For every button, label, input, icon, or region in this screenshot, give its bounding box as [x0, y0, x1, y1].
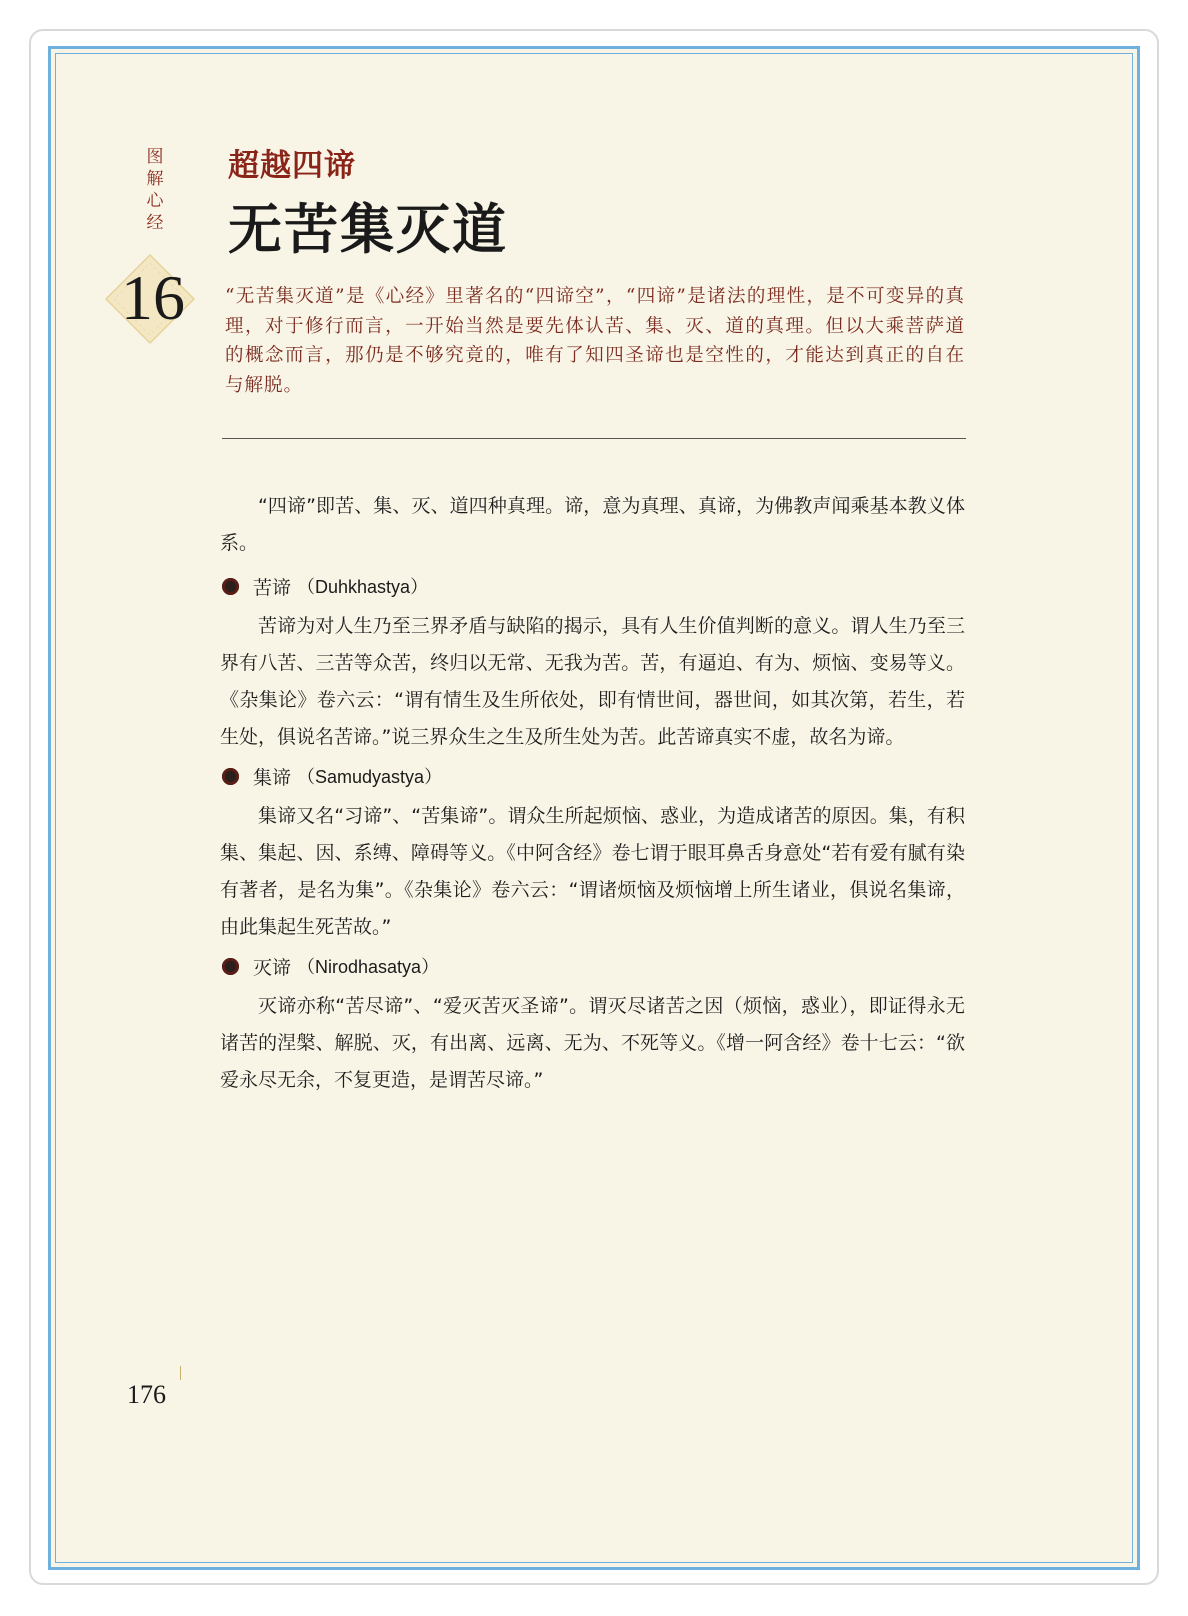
page-number: 176 — [127, 1380, 166, 1409]
bullet-dot-icon — [222, 768, 239, 785]
section-term: 集谛 — [253, 766, 292, 789]
section-kicker: 超越四谛 — [228, 148, 356, 184]
section-heading — [220, 568, 965, 604]
section-latin: （Samudyastya） — [297, 767, 443, 787]
section-term: 苦谛 — [253, 576, 292, 599]
series-label — [145, 146, 165, 234]
section-paragraph: 苦谛为对人生乃至三界矛盾与缺陷的揭示，具有人生价值判断的意义。谓人生乃至三界有八苦、三苦等众苦，终归以无常、无我为苦。苦，有逼迫、有为、烦恼、变易等义。《杂集论》卷六云：“谓有情生及生所依处，即有情世间，器世间，如其次第，若生，若生处，俱说名苦谛。”说三界众生之生及所生处为苦。此苦谛真实不虚，故名为谛。 — [220, 615, 965, 748]
bullet-dot-icon — [222, 578, 239, 595]
bullet-dot-icon — [222, 958, 239, 975]
lead-paragraph: “四谛”即苦、集、灭、道四种真理。谛，意为真理、真谛，为佛教声闻乘基本教义体系。 — [220, 495, 965, 554]
section-paragraph: 灭谛亦称“苦尽谛”、“爱灭苦灭圣谛”。谓灭尽诸苦之因（烦恼，惑业），即证得永无诸苦的涅槃、解脱、灭，有出离、远离、无为、不死等义。《增一阿含经》卷十七云：“欲爱永尽无余，不复更造，是谓苦尽谛。” — [220, 995, 965, 1091]
page-title: 无苦集灭道 — [228, 197, 508, 261]
section-term: 灭谛 — [253, 956, 292, 979]
section-latin: （Nirodhasatya） — [297, 957, 440, 977]
section-latin: （Duhkhastya） — [297, 577, 429, 597]
series-label-char: 图 — [146, 147, 164, 167]
section-heading — [220, 758, 965, 794]
body-text — [220, 488, 965, 1099]
series-label-char: 心 — [146, 191, 164, 211]
divider — [222, 438, 966, 439]
series-label-char: 解 — [146, 169, 164, 189]
section-paragraph: 集谛又名“习谛”、“苦集谛”。谓众生所起烦恼、惑业，为造成诸苦的原因。集，有积集、集起、因、系缚、障碍等义。《中阿含经》卷七谓于眼耳鼻舌身意处“若有爱有腻有染有著者，是名为集”。《杂集论》卷六云：“谓诸烦恼及烦恼增上所生诸业，俱说名集谛，由此集起生死苦故。” — [220, 805, 965, 938]
series-label-char: 经 — [146, 213, 164, 233]
section-heading — [220, 948, 965, 984]
intro-paragraph: “无苦集灭道”是《心经》里著名的“四谛空”，“四谛”是诸法的理性，是不可变异的真理，对于修行而言，一开始当然是要先体认苦、集、灭、道的真理。但以大乘菩萨道的概念而言，那仍是不够究竟的，唯有了知四圣谛也是空性的，才能达到真正的自在与解脱。 — [225, 286, 965, 396]
margin-mark — [180, 1366, 181, 1380]
chapter-number: 16 — [121, 262, 185, 333]
